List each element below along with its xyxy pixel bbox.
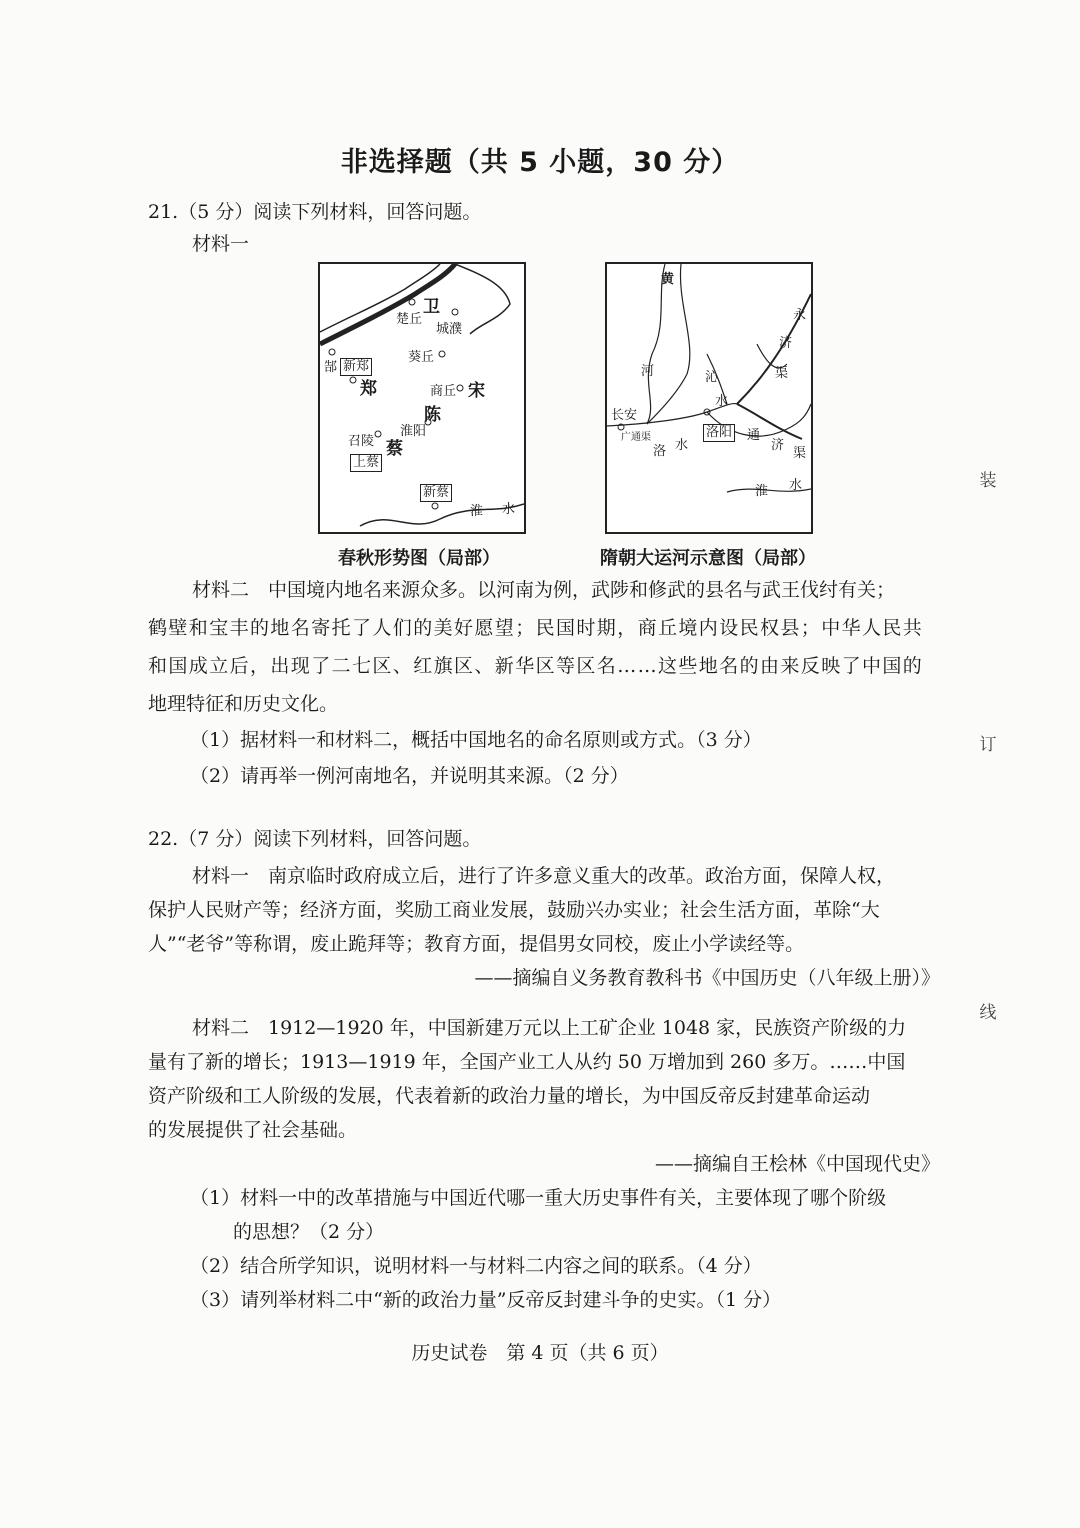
map1-label-cai: 蔡 [386,439,403,459]
q22-question: （2）结合所学知识，说明材料一与材料二内容之间的联系。（4 分） [190,1255,762,1277]
map1-label-huai: 淮 [470,504,484,519]
map1-caption: 春秋形势图（局部） [338,548,500,569]
map1-label-xinzheng: 新郑 [340,358,372,376]
map2-label-qin: 沁 [705,370,719,385]
map2-label-he: 河 [641,364,655,379]
map1-label-huaiyang: 淮阳 [400,424,427,439]
binding-mark: 订 [979,735,997,755]
q22-stem: 22.（7 分）阅读下列材料，回答问题。 [148,828,482,850]
map1-label-shangqiu: 商丘 [430,384,457,399]
map2-label-ji: 济 [779,336,793,351]
map1-label-chengpu: 城濮 [436,322,463,337]
map1-label-kuiqiu: 葵丘 [408,350,435,365]
q21-material2-line: 鹤壁和宝丰的地名寄托了人们的美好愿望；民国时期，商丘境内设民权县；中华人民共 [148,617,924,639]
q22-question: （3）请列举材料二中“新的政治力量”反帝反封建斗争的史实。（1 分） [190,1289,782,1311]
q22-material2-line: 资产阶级和工人阶级的发展，代表着新的政治力量的增长，为中国反帝反封建革命运动 [148,1085,871,1107]
map2-label-ji2: 济 [771,438,785,453]
map2-label-qu2: 渠 [641,432,651,443]
q22-material1-source: ——摘编自义务教育教科书《中国历史（八年级上册）》 [474,967,940,989]
q21-material2-line: 材料二 中国境内地名来源众多。以河南为例，武陟和修武的县名与武王伐纣有关； [192,579,896,601]
q22-material1-line: 材料一 南京临时政府成立后，进行了许多意义重大的改革。政治方面，保障人权， [192,865,896,887]
q22-material1-line: 人”“老爷”等称谓，废止跪拜等；教育方面，提倡男女同校，废止小学读经等。 [148,933,805,955]
map1-label-wei: 卫 [423,297,440,317]
sui-canal-map-graphic [607,264,811,532]
map2-label-yong: 永 [793,308,807,323]
page-footer: 历史试卷 第 4 页（共 6 页） [411,1342,669,1364]
binding-mark: 线 [979,1003,997,1023]
q21-question: （2）请再举一例河南地名，并说明其来源。（2 分） [190,765,629,787]
map1-label-chen: 陈 [424,405,441,425]
map2-label-guangtong: 广通 [621,432,641,443]
binding-mark: 装 [979,471,997,491]
section-title: 非选择题（共 5 小题，30 分） [340,147,740,178]
q22-question-cont: 的思想？（2 分） [233,1221,385,1243]
q21-stem: 21.（5 分）阅读下列材料，回答问题。 [148,201,482,223]
map2-label-luo: 洛 [653,444,667,459]
map1-label-song: 宋 [468,381,485,401]
q21-material2-line: 和国成立后，出现了二七区、红旗区、新华区等区名……这些地名的由来反映了中国的 [148,655,924,677]
map2-caption: 隋朝大运河示意图（局部） [600,548,816,569]
map1-label-chuqiu: 楚丘 [396,312,423,327]
map1-label-shui: 水 [502,502,516,517]
map2-label-tong: 通 [747,428,761,443]
map2-label-qu3: 渠 [793,446,807,461]
map2-label-huai: 淮 [755,484,769,499]
map1-label-xincai: 新蔡 [420,484,452,502]
map2-label-huang: 黄 [661,272,675,287]
map1-label-shangcai: 上蔡 [350,454,382,472]
q22-material1-line: 保护人民财产等；经济方面，奖励工商业发展，鼓励兴办实业；社会生活方面，革除“大 [148,899,880,921]
q22-question: （1）材料一中的改革措施与中国近代哪一重大历史事件有关，主要体现了哪个阶级 [190,1187,887,1209]
map2-label-qu: 渠 [775,366,789,381]
q22-material2-line: 材料二 1912—1920 年，中国新建万元以上工矿企业 1048 家，民族资产阶级的力 [192,1017,907,1039]
spring-autumn-map [318,262,526,534]
map1-label-zheng: 郑 [360,379,377,399]
q22-material2-line: 量有了新的增长；1913—1919 年，全国产业工人从约 50 万增加到 260 多万。……中国 [148,1051,906,1073]
map2-label-shui3: 水 [789,478,803,493]
q21-material1-label: 材料一 [192,233,250,255]
map2-label-luoyang: 洛阳 [703,424,735,442]
map2-label-shui1: 水 [715,394,729,409]
q21-question: （1）据材料一和材料二，概括中国地名的命名原则或方式。（3 分） [190,729,762,751]
q22-material2-source: ——摘编自王桧林《中国现代史》 [654,1153,940,1175]
q21-material2-line: 地理特征和历史文化。 [148,693,339,715]
sui-canal-map [605,262,813,534]
q22-material2-line: 的发展提供了社会基础。 [148,1119,358,1141]
map2-label-changan: 长安 [611,408,638,423]
map1-label-gao: 郜 [324,360,338,375]
map2-label-shui2: 水 [675,438,689,453]
map1-label-shaoling: 召陵 [348,434,375,449]
